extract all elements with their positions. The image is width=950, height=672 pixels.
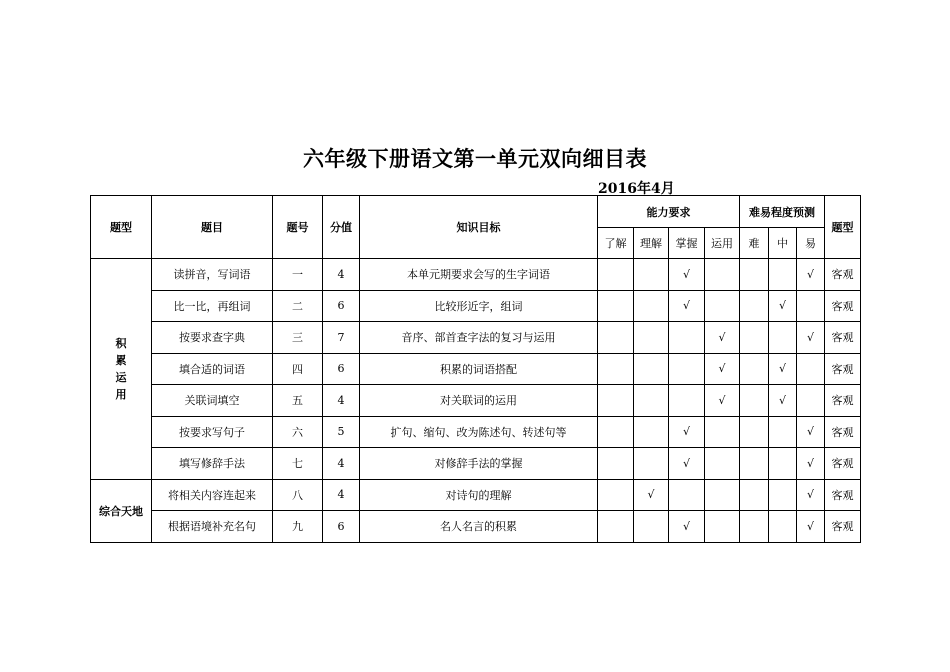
difficulty-cell (740, 511, 769, 543)
header-score: 分值 (323, 196, 360, 259)
ability-cell (598, 353, 634, 385)
ability-cell (598, 322, 634, 354)
difficulty-cell (769, 322, 797, 354)
num-cell: 八 (273, 479, 323, 511)
knowledge-cell: 本单元期要求会写的生字词语 (360, 259, 598, 291)
item-cell: 比一比，再组词 (152, 290, 273, 322)
qtype-cell: 客观 (825, 416, 861, 448)
header-item: 题目 (152, 196, 273, 259)
table-row (91, 353, 861, 385)
knowledge-cell: 扩句、缩句、改为陈述句、转述句等 (360, 416, 598, 448)
header-knowledge: 知识目标 (360, 196, 598, 259)
table-row (91, 479, 861, 511)
ability-cell (705, 416, 740, 448)
subheader-difficulty: 难 (740, 228, 769, 259)
difficulty-cell (740, 259, 769, 291)
score-cell: 6 (323, 353, 360, 385)
section-char: 运 (115, 370, 127, 384)
ability-cell (598, 511, 634, 543)
ability-cell (634, 385, 669, 417)
difficulty-cell (797, 353, 825, 385)
table-row (91, 259, 861, 291)
table-row (91, 385, 861, 417)
ability-cell (634, 322, 669, 354)
difficulty-cell (740, 290, 769, 322)
ability-cell (598, 448, 634, 480)
score-cell: 6 (323, 290, 360, 322)
ability-cell (634, 448, 669, 480)
spec-table (90, 195, 861, 543)
header-row (91, 196, 861, 228)
item-cell: 读拼音，写词语 (152, 259, 273, 291)
subheader-difficulty: 易 (797, 228, 825, 259)
knowledge-cell: 比较形近字，组词 (360, 290, 598, 322)
score-cell: 6 (323, 511, 360, 543)
item-cell: 按要求写句子 (152, 416, 273, 448)
item-cell: 填合适的词语 (152, 353, 273, 385)
ability-cell (634, 290, 669, 322)
num-cell: 五 (273, 385, 323, 417)
difficulty-cell (769, 448, 797, 480)
check-mark: √ (769, 353, 797, 385)
ability-cell (705, 290, 740, 322)
ability-cell (705, 479, 740, 511)
check-mark: √ (797, 322, 825, 354)
difficulty-cell (797, 385, 825, 417)
num-cell: 六 (273, 416, 323, 448)
check-mark: √ (705, 385, 740, 417)
subheader-difficulty: 中 (769, 228, 797, 259)
ability-cell (669, 353, 705, 385)
ability-cell (634, 259, 669, 291)
item-cell: 按要求查字典 (152, 322, 273, 354)
header-ability: 能力要求 (598, 196, 740, 228)
difficulty-cell (740, 416, 769, 448)
score-cell: 4 (323, 479, 360, 511)
num-cell: 二 (273, 290, 323, 322)
knowledge-cell: 对修辞手法的掌握 (360, 448, 598, 480)
ability-cell (598, 479, 634, 511)
qtype-cell: 客观 (825, 448, 861, 480)
ability-cell (705, 511, 740, 543)
item-cell: 关联词填空 (152, 385, 273, 417)
difficulty-cell (769, 479, 797, 511)
score-cell: 7 (323, 322, 360, 354)
check-mark: √ (705, 353, 740, 385)
score-cell: 4 (323, 448, 360, 480)
qtype-cell: 客观 (825, 511, 861, 543)
page-title: 六年级下册语文第一单元双向细目表 (303, 146, 647, 171)
ability-cell (598, 259, 634, 291)
knowledge-cell: 音序、部首查字法的复习与运用 (360, 322, 598, 354)
difficulty-cell (769, 259, 797, 291)
table-row (91, 448, 861, 480)
num-cell: 九 (273, 511, 323, 543)
subheader-ability: 运用 (705, 228, 740, 259)
num-cell: 三 (273, 322, 323, 354)
knowledge-cell: 对诗句的理解 (360, 479, 598, 511)
difficulty-cell (740, 353, 769, 385)
subheader-ability: 了解 (598, 228, 634, 259)
item-cell: 将相关内容连起来 (152, 479, 273, 511)
difficulty-cell (740, 479, 769, 511)
check-mark: √ (669, 290, 705, 322)
ability-cell (705, 259, 740, 291)
qtype-cell: 客观 (825, 290, 861, 322)
check-mark: √ (797, 448, 825, 480)
check-mark: √ (669, 416, 705, 448)
section-jilei-yunyong (91, 259, 152, 480)
section-char: 积 (115, 336, 127, 350)
check-mark: √ (669, 448, 705, 480)
qtype-cell: 客观 (825, 479, 861, 511)
ability-cell (634, 353, 669, 385)
knowledge-cell: 对关联词的运用 (360, 385, 598, 417)
table-row (91, 511, 861, 543)
table-row (91, 416, 861, 448)
num-cell: 一 (273, 259, 323, 291)
score-cell: 4 (323, 259, 360, 291)
difficulty-cell (740, 385, 769, 417)
check-mark: √ (634, 479, 669, 511)
check-mark: √ (797, 259, 825, 291)
qtype-cell: 客观 (825, 353, 861, 385)
ability-cell (598, 416, 634, 448)
ability-cell (669, 385, 705, 417)
subheader-ability: 掌握 (669, 228, 705, 259)
check-mark: √ (797, 416, 825, 448)
difficulty-cell (769, 511, 797, 543)
header-num: 题号 (273, 196, 323, 259)
ability-cell (669, 322, 705, 354)
check-mark: √ (797, 511, 825, 543)
num-cell: 七 (273, 448, 323, 480)
subheader-ability: 理解 (634, 228, 669, 259)
check-mark: √ (669, 511, 705, 543)
knowledge-cell: 积累的词语搭配 (360, 353, 598, 385)
section-char: 累 (115, 353, 127, 367)
section-zonghe-tiandi: 综合天地 (91, 479, 152, 542)
check-mark: √ (669, 259, 705, 291)
check-mark: √ (769, 385, 797, 417)
score-cell: 5 (323, 416, 360, 448)
table-row (91, 290, 861, 322)
check-mark: √ (705, 322, 740, 354)
ability-cell (705, 448, 740, 480)
difficulty-cell (740, 322, 769, 354)
check-mark: √ (797, 479, 825, 511)
qtype-cell: 客观 (825, 322, 861, 354)
score-cell: 4 (323, 385, 360, 417)
header-type: 题型 (91, 196, 152, 259)
qtype-cell: 客观 (825, 385, 861, 417)
difficulty-cell (740, 448, 769, 480)
check-mark: √ (769, 290, 797, 322)
ability-cell (598, 290, 634, 322)
ability-cell (669, 479, 705, 511)
header-difficulty: 难易程度预测 (740, 196, 825, 228)
item-cell: 填写修辞手法 (152, 448, 273, 480)
ability-cell (598, 385, 634, 417)
difficulty-cell (797, 290, 825, 322)
section-char: 用 (115, 387, 127, 401)
difficulty-cell (769, 416, 797, 448)
ability-cell (634, 416, 669, 448)
qtype-cell: 客观 (825, 259, 861, 291)
table-date: 2016年4月 (598, 181, 675, 197)
num-cell: 四 (273, 353, 323, 385)
ability-cell (634, 511, 669, 543)
item-cell: 根据语境补充名句 (152, 511, 273, 543)
knowledge-cell: 名人名言的积累 (360, 511, 598, 543)
header-qtype: 题型 (825, 196, 861, 259)
table-row (91, 322, 861, 354)
